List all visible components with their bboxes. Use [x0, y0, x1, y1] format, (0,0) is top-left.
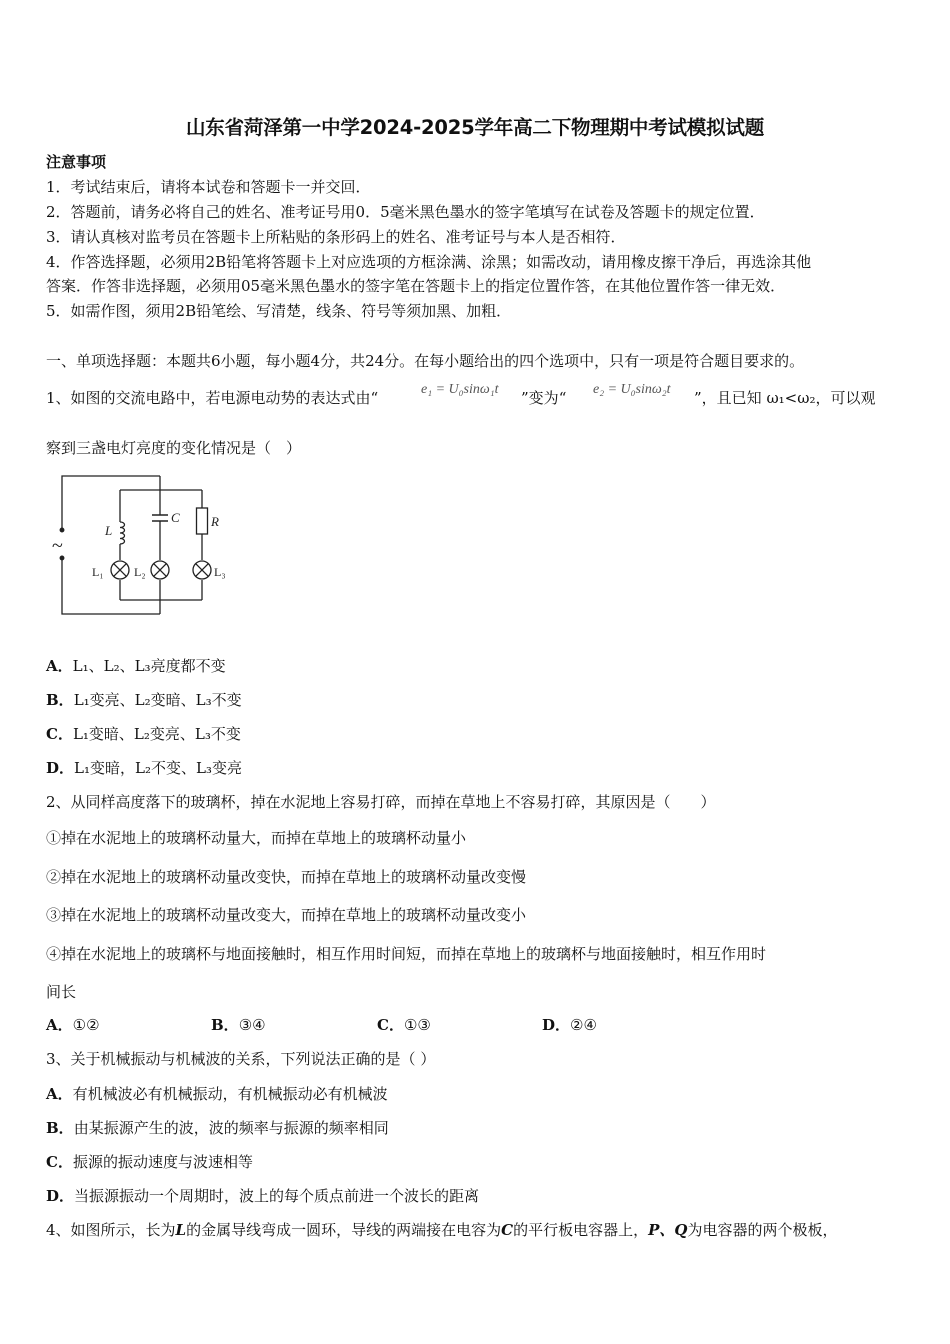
formula-e1: e₁ = U₀sinω₁t	[421, 382, 499, 397]
label-resistor: R	[211, 514, 219, 529]
var-l: L	[175, 1221, 187, 1239]
formula-e2: e₂ = U₀sinω₂t	[593, 382, 671, 397]
q1-option-a: A．L₁、L₂、L₃亮度都不变	[46, 657, 226, 675]
quote-close: ”	[694, 389, 702, 407]
q1-tail	[694, 388, 876, 408]
section-heading: 一、单项选择题：本题共6小题，每小题4分，共24分。在每小题给出的四个选项中，只有一项是符合题目要求的。	[46, 352, 805, 370]
label-l1: L₁	[92, 565, 104, 579]
q3-stem: 3、关于机械振动与机械波的关系，下列说法正确的是（ ）	[46, 1050, 436, 1068]
q3-option-a: A．有机械波必有机械振动，有机械振动必有机械波	[46, 1085, 388, 1103]
q2-option-a: A．①②	[46, 1016, 100, 1034]
q1-option-d: D．L₁变暗，L₂不变、L₃变亮	[46, 759, 242, 777]
label-capacitor: C	[171, 510, 180, 525]
quote-open: “	[370, 389, 379, 407]
var-c: C	[501, 1221, 514, 1239]
page-title: 山东省菏泽第一中学2024-2025学年高二下物理期中考试模拟试题	[185, 116, 765, 139]
quote-close: ”	[521, 389, 529, 407]
q4-stem: 4、如图所示，长为L的金属导线弯成一圆环，导线的两端接在电容为C的平行板电容器上，P、Q为电容器的两个极板，	[46, 1221, 838, 1239]
q2-statement: ②掉在水泥地上的玻璃杯动量改变快，而掉在草地上的玻璃杯动量改变慢	[46, 868, 527, 886]
q1-text-a: 1、如图的交流电路中，若电源电动势的表达式由	[46, 389, 371, 407]
q2-statement: ④掉在水泥地上的玻璃杯与地面接触时，相互作用时间短，而掉在草地上的玻璃杯与地面接触时，相互作用时	[46, 945, 767, 963]
outer-wire	[62, 476, 160, 614]
q3-option-d: D．当振源振动一个周期时，波上的每个质点前进一个波长的距离	[46, 1187, 480, 1205]
q2-option-d: D．②④	[542, 1016, 597, 1034]
q2-statement: ①掉在水泥地上的玻璃杯动量大，而掉在草地上的玻璃杯动量小	[46, 829, 467, 847]
capacitor-symbol	[152, 515, 168, 521]
note-item: 2．答题前，请务必将自己的姓名、准考证号用0．5毫米黑色墨水的签字笔填写在试卷及答题卡的规定位置．	[46, 203, 765, 221]
q1-option-c: C．L₁变暗、L₂变亮、L₃不变	[46, 725, 241, 743]
q1-text-b: 变为	[528, 389, 559, 407]
bus-wire	[120, 490, 202, 600]
q1-option-b: B．L₁变亮、L₂变暗、L₃不变	[46, 691, 242, 709]
q2-option-b: B．③④	[211, 1016, 266, 1034]
quote-open: “	[558, 389, 567, 407]
q1-text-c: ，且已知 ω₁<ω₂，可以观	[701, 389, 876, 407]
resistor-symbol	[197, 508, 208, 534]
note-item: 3．请认真核对监考员在答题卡上所粘贴的条形码上的姓名、准考证号与本人是否相符．	[46, 228, 626, 246]
label-inductor: L	[105, 523, 113, 538]
q2-statement: 间长	[46, 983, 77, 1001]
note-item: 5．如需作图，须用2B铅笔绘、写清楚，线条、符号等须加黑、加粗．	[46, 302, 512, 320]
label-l3: L₃	[214, 565, 226, 579]
terminal-dot	[60, 528, 64, 532]
q3-option-b: B．由某振源产生的波，波的频率与振源的频率相同	[46, 1119, 389, 1137]
note-item: 答案．作答非选择题，必须用05毫米黑色墨水的签字笔在答题卡上的指定位置作答，在其他位置作答一律无效．	[46, 277, 786, 295]
lamp-l3-cross	[196, 564, 209, 577]
label-l2: L₂	[134, 565, 146, 579]
var-pq: P、Q	[648, 1221, 688, 1239]
q3-option-c: C．振源的振动速度与波速相等	[46, 1153, 253, 1171]
lamp-l1-cross	[114, 564, 127, 577]
ac-source-symbol: ~	[52, 535, 63, 557]
circuit-diagram	[48, 470, 248, 620]
q2-statement: ③掉在水泥地上的玻璃杯动量改变大，而掉在草地上的玻璃杯动量改变小	[46, 906, 527, 924]
q2-stem: 2、从同样高度落下的玻璃杯，掉在水泥地上容易打碎，而掉在草地上不容易打碎，其原因是（ ）	[46, 793, 716, 811]
lamp-l2-cross	[154, 564, 167, 577]
q1-mid	[521, 388, 566, 408]
inductor-symbol	[120, 522, 125, 544]
note-item: 4．作答选择题，必须用2B铅笔将答题卡上对应选项的方框涂满、涂黑；如需改动，请用橡皮擦干净后，再选涂其他	[46, 253, 812, 271]
notes-heading: 注意事项	[46, 153, 107, 171]
q1-stem-line2: 察到三盏电灯亮度的变化情况是（ ）	[46, 439, 302, 457]
q1-stem	[46, 388, 378, 408]
note-item: 1．考试结束后，请将本试卷和答题卡一并交回．	[46, 178, 371, 196]
q2-option-c: C．①③	[377, 1016, 431, 1034]
